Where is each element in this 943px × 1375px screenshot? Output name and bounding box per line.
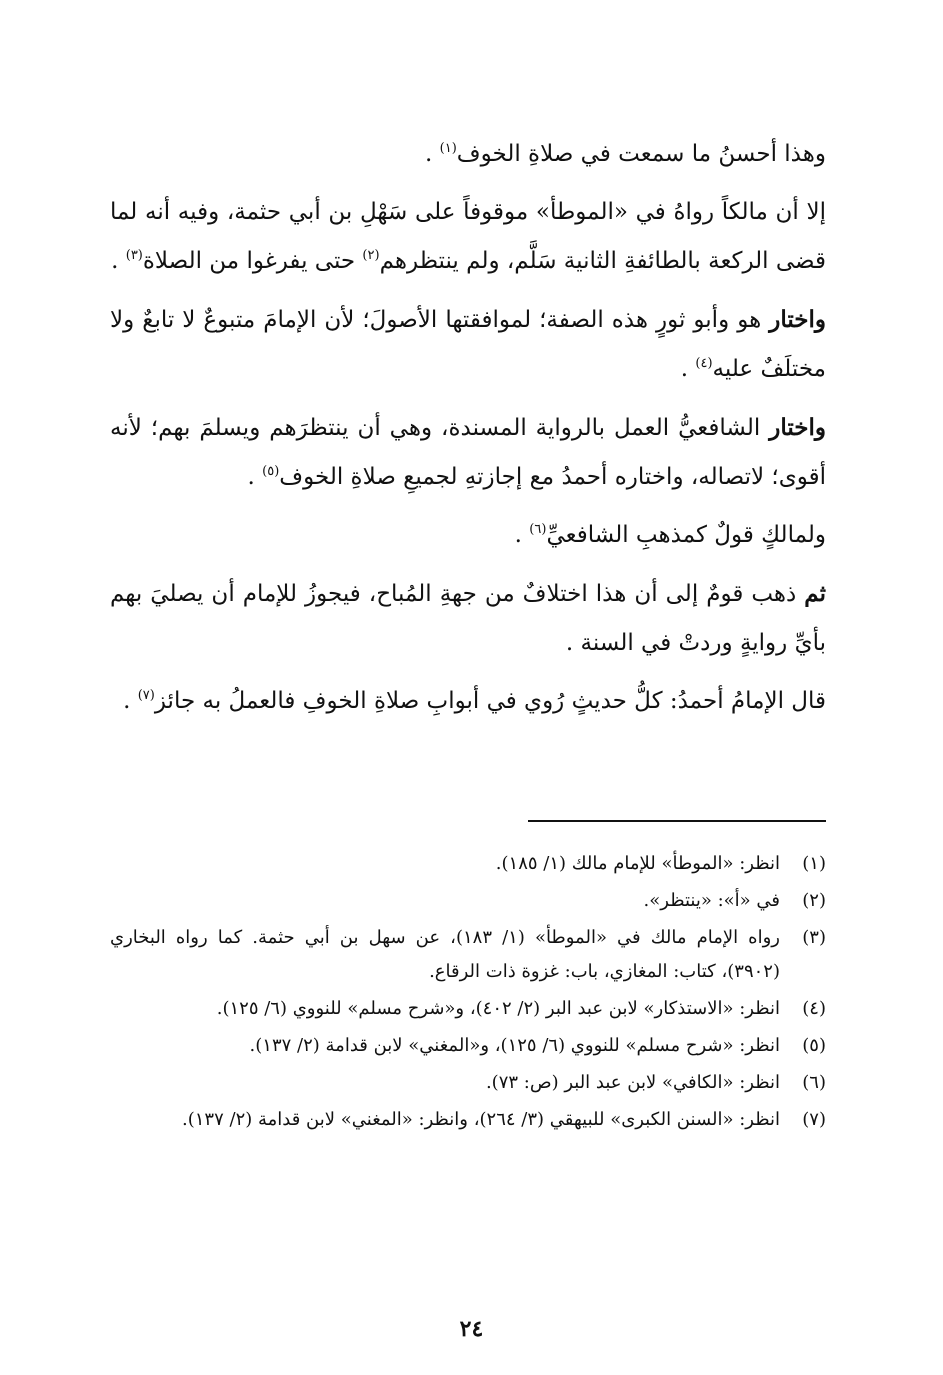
footnote-text: رواه الإمام مالك في «الموطأ» (١/ ١٨٣)، عن سهل بن أبي حثمة. كما رواه البخاري (٣٩٠٢)، كتاب: المغازي، باب: غزوة ذات الرقاع.	[110, 927, 780, 982]
footnote-number: (١)	[802, 853, 826, 874]
paragraph-lead: ثم	[804, 580, 826, 607]
footnote-divider	[528, 820, 826, 822]
footnote-ref-2[interactable]: (٢)	[362, 248, 380, 263]
footnote-item	[110, 921, 826, 989]
footnote-ref-7[interactable]: (٧)	[137, 688, 155, 703]
footnote-text: انظر: «الاستذكار» لابن عبد البر (٢/ ٤٠٢)، و«شرح مسلم» للنووي (٦/ ١٢٥).	[216, 998, 780, 1019]
footnote-text: انظر: «السنن الكبرى» للبيهقي (٣/ ٢٦٤)، وانظر: «المغني» لابن قدامة (٢/ ١٣٧).	[182, 1109, 780, 1130]
footnote-ref-4[interactable]: (٤)	[695, 356, 713, 371]
footnote-item	[110, 1066, 826, 1100]
main-text	[110, 130, 826, 735]
footnote-item	[110, 884, 826, 918]
footnote-text: في «أ»: «ينتظر».	[643, 890, 780, 911]
footnote-item	[110, 847, 826, 881]
footnote-text: انظر: «الكافي» لابن عبد البر (ص: ٧٣).	[485, 1072, 780, 1093]
footnote-number: (٥)	[802, 1035, 826, 1056]
paragraph-7: قال الإمامُ أحمدُ: كلُّ حديثٍ رُوي في أبوابِ صلاةِ الخوفِ فالعملُ به جائز$^{(٧)}$ .	[123, 688, 826, 714]
footnote-number: (٣)	[802, 927, 826, 948]
footnote-item	[110, 1103, 826, 1137]
footnote-ref-1[interactable]: (١)	[439, 141, 457, 156]
paragraph-lead: واختار	[769, 306, 826, 333]
footnote-text: انظر: «الموطأ» للإمام مالك (١/ ١٨٥).	[495, 853, 780, 874]
paragraph-5: ولمالكٍ قولٌ كمذهبِ الشافعيِّ$^{(٦)}$ .	[514, 522, 826, 548]
footnote-ref-6[interactable]: (٦)	[529, 522, 547, 537]
footnote-number: (٤)	[802, 998, 826, 1019]
footnote-text: انظر: «شرح مسلم» للنووي (٦/ ١٢٥)، و«المغني» لابن قدامة (٢/ ١٣٧).	[249, 1035, 780, 1056]
paragraph-lead: واختار	[769, 414, 827, 441]
paragraph-4: واختار الشافعيُّ العمل بالرواية المسندة، وهي أن ينتظرَهم ويسلمَ بهم؛ لأنه أقوى؛ لاتصاله، واختاره أحمدُ مع إجازتهِ لجميعِ صلاةِ الخوف$^{(٥)}$ .	[110, 414, 827, 490]
paragraph-1: وهذا أحسنُ ما سمعت في صلاةِ الخوف$^{(١)}$ .	[425, 141, 826, 167]
footnote-ref-3[interactable]: (٣)	[125, 248, 143, 263]
footnotes	[110, 847, 826, 1140]
footnote-ref-5[interactable]: (٥)	[262, 464, 280, 479]
footnote-number: (٢)	[802, 890, 826, 911]
paragraph-3: واختار هو وأبو ثورٍ هذه الصفة؛ لموافقتها الأصولَ؛ لأن الإمامَ متبوعٌ لا تابعٌ ولا مختلَفٌ عليه$^{(٤)}$ .	[110, 306, 826, 382]
page-number: ٢٤	[459, 1316, 484, 1342]
footnote-item	[110, 1029, 826, 1063]
footnote-number: (٦)	[802, 1072, 826, 1093]
footnote-item	[110, 992, 826, 1026]
footnote-number: (٧)	[802, 1109, 826, 1130]
paragraph-2: إلا أن مالكاً رواهُ في «الموطأ» موقوفاً على سَهْلِ بن أبي حثمة، وفيه أنه لما قضى الركعة بالطائفةِ الثانية سَلَّم، ولم ينتظرهم$^{(٢)}$ حتى يفرغوا من الصلاة$^{(٣)}$ .	[110, 199, 826, 274]
paragraph-6: ثم ذهب قومٌ إلى أن هذا اختلافٌ من جهةِ المُباح، فيجوزُ للإمام أن يصليَ بهم بأيِّ روايةٍ وردتْ في السنة .	[110, 580, 826, 656]
